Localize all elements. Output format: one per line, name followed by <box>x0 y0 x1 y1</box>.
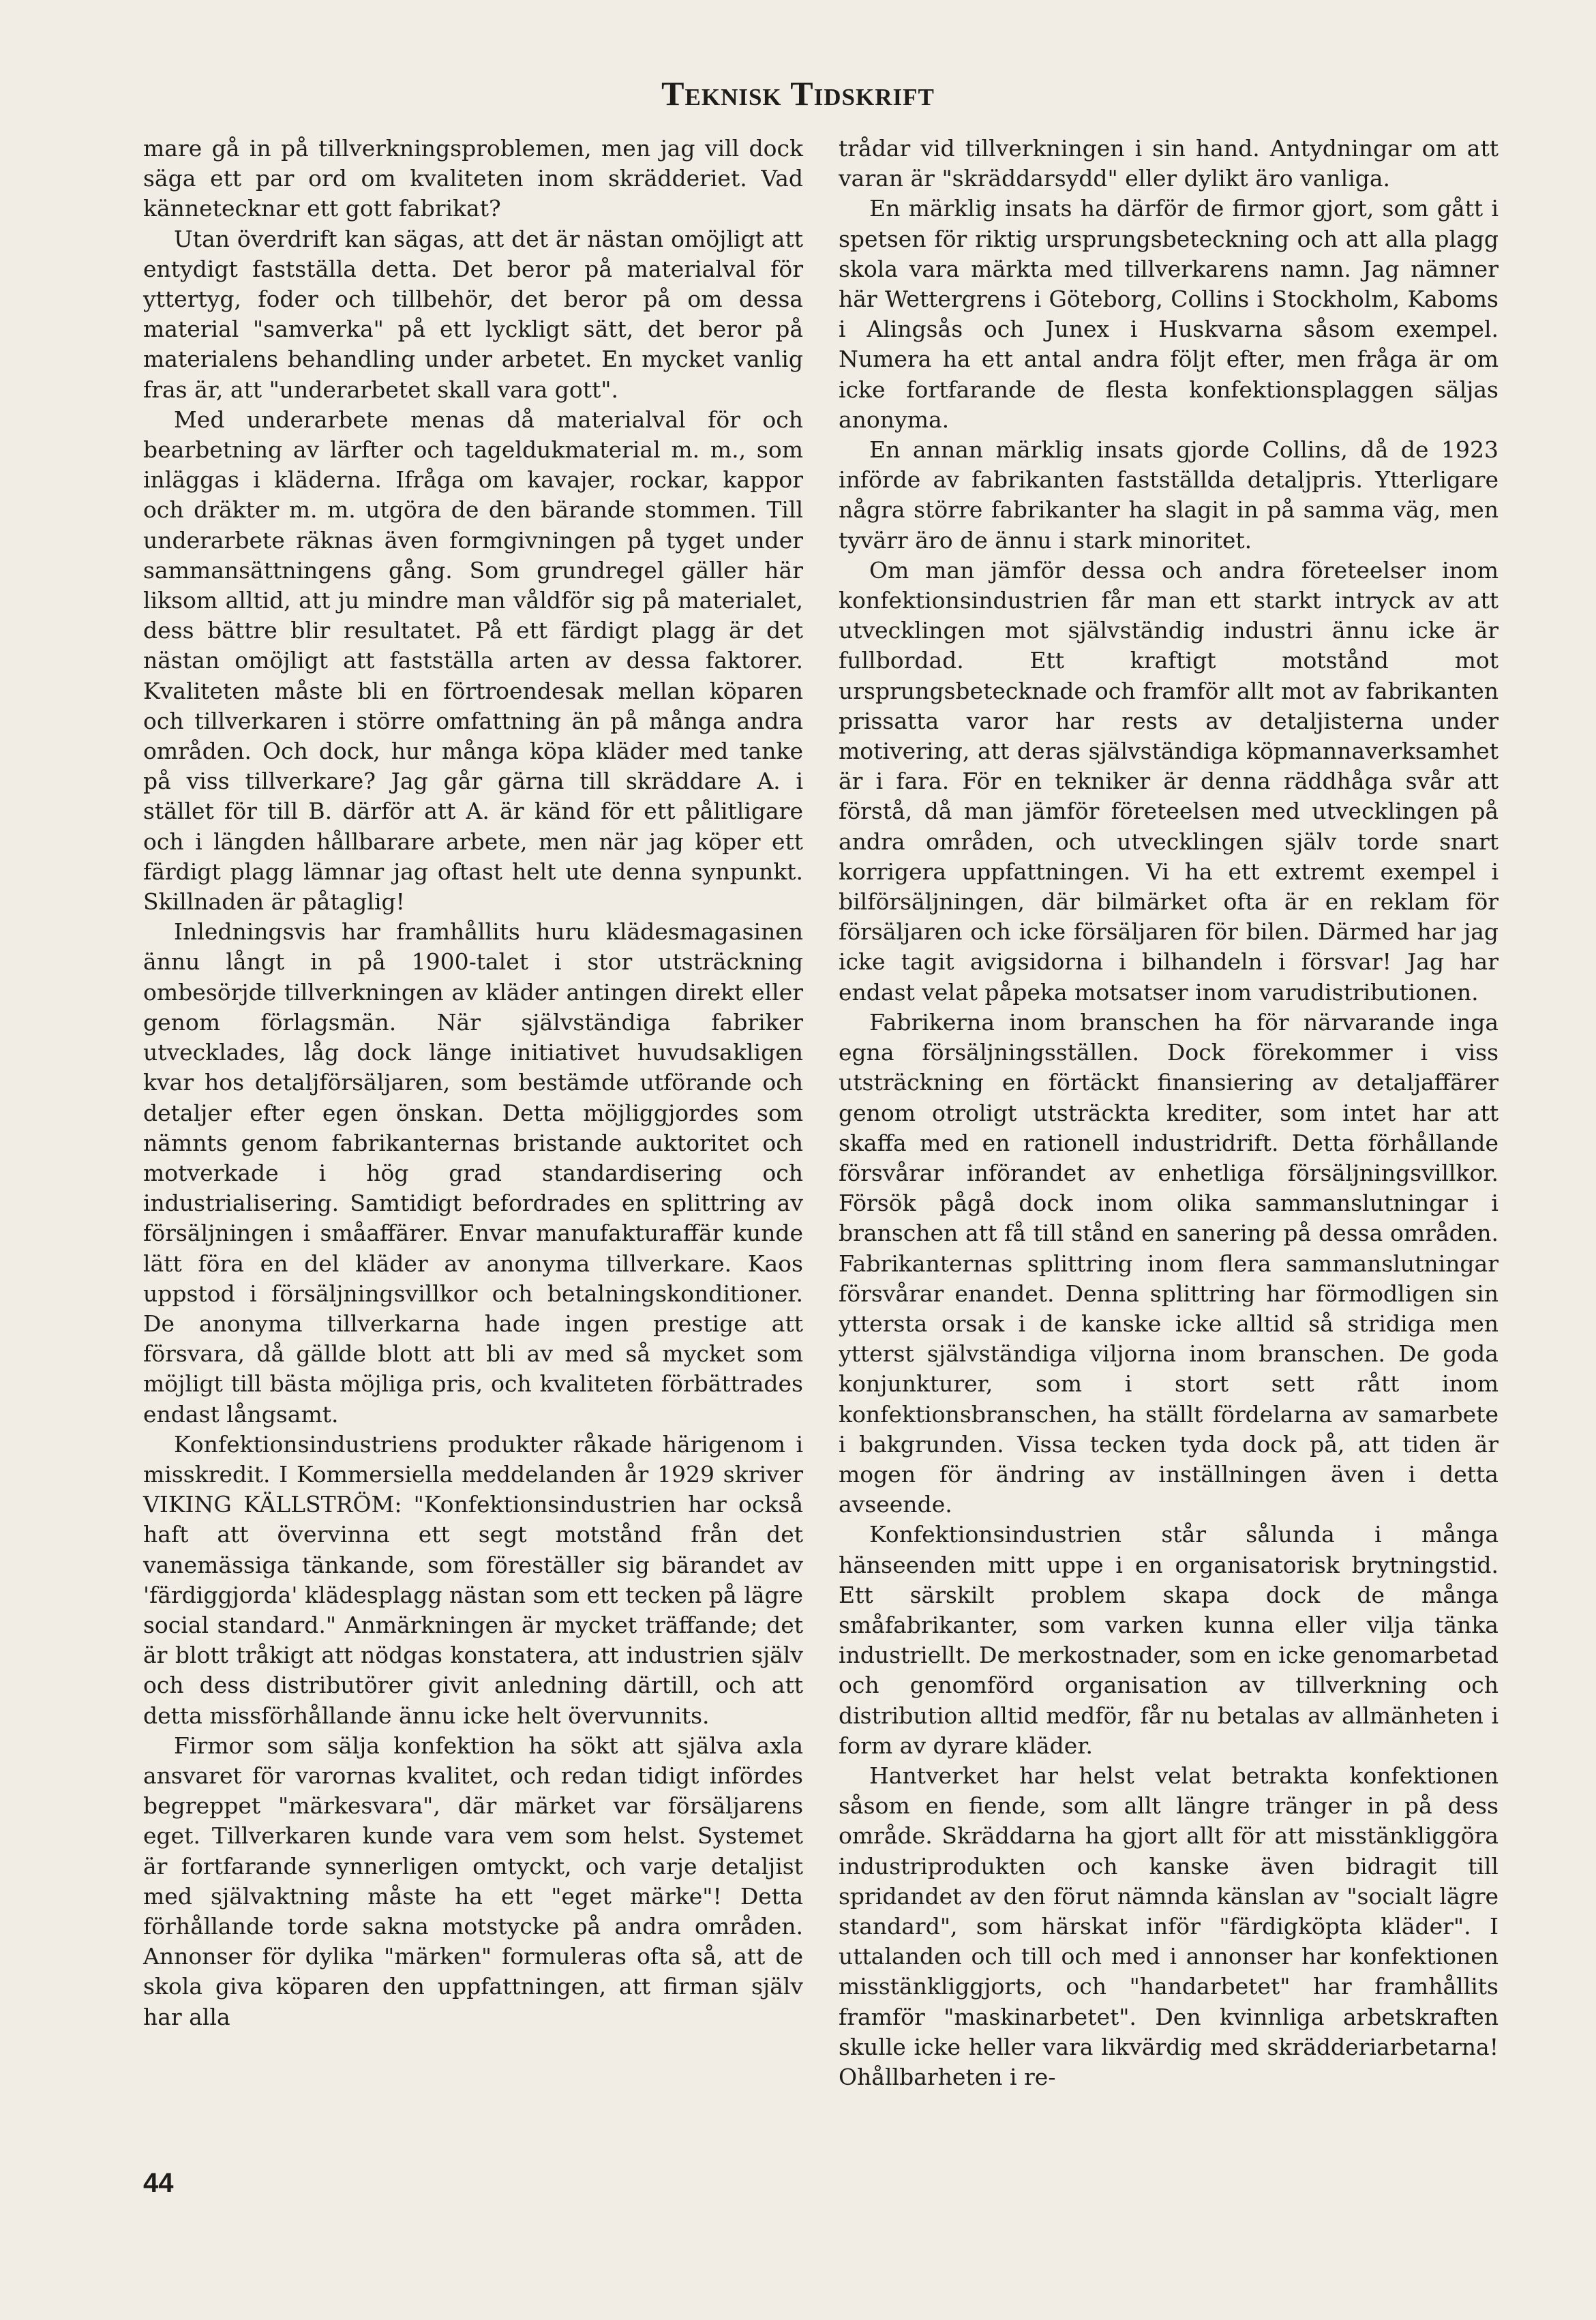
paragraph: Med underarbete menas då materialval för och bearbetning av lärfter och tageldukmaterial m. m., som inläggas i kläderna. Ifråga om kavajer, rockar, kappor och dräkter m. m. utgöra de den bärande stommen. Till underarbete räknas även formgivningen på tyget under sammansättningens gång. Som grundregel gäller här liksom alltid, att ju mindre man våldför sig på materialet, dess bättre blir resultatet. På ett färdigt plagg är det nästan omöjligt att fastställa arten av dessa faktorer. Kvaliteten måste bli en förtroendesak mellan köparen och tillverkaren i större omfattning än på många andra områden. Och dock, hur många köpa kläder med tanke på viss tillverkare? Jag går gärna till skräddare A. i stället för till B. därför att A. är känd för ett pålitligare och i längden hållbarare arbete, men när jag köper ett färdigt plagg lämnar jag oftast helt ute denna synpunkt. Skillnaden är påtaglig! <box>143 406 803 916</box>
page-number: 44 <box>143 2168 174 2198</box>
paragraph: Fabrikerna inom branschen ha för närvarande inga egna försäljningsställen. Dock förekommer i viss utsträckning en förtäckt finansiering av detaljaffärer genom otroligt utsträckta krediter, som intet har att skaffa med en rationell industridrift. Detta förhållande försvårar införandet av enhetliga försäljningsvillkor. Försök pågå dock inom olika sammanslutningar i branschen att få till stånd en sanering på dessa områden. Fabrikanternas splittring inom flera sammanslutningar försvårar enandet. Denna splittring har förmodligen sin yttersta orsak i de kanske icke alltid så stridiga men ytterst självständiga viljorna inom branschen. De goda konjunkturer, som i stort sett rått inom konfektionsbranschen, ha ställt fördelarna av samarbete i bakgrunden. Vissa tecken tyda dock på, att tiden är mogen för ändring av inställningen även i detta avseende. <box>839 1008 1499 1518</box>
paragraph: Om man jämför dessa och andra företeelser inom konfektionsindustrien får man ett starkt intryck av att utvecklingen mot självständig industri ännu icke är fullbordad. Ett kraftigt motstånd mot ursprungsbetecknade och framför allt mot av fabrikanten prissatta varor har rests av detaljisterna under motivering, att deras självständiga köpmannaverksamhet är i fara. För en tekniker är denna räddhåga svår att förstå, då man jämför företeelsen med utvecklingen på andra områden, och utvecklingen själv torde snart korrigera uppfattningen. Vi ha ett extremt exempel i bilförsäljningen, där bilmärket ofta är en reklam för försäljaren och icke försäljaren för bilen. Därmed har jag icke tagit avigsidorna i bilhandeln i försvar! Jag har endast velat påpeka motsatser inom varudistributionen. <box>839 556 1499 1006</box>
paragraph: En annan märklig insats gjorde Collins, då de 1923 införde av fabrikanten fastställda detaljpris. Ytterligare några större fabrikanter ha slagit in på samma väg, men tyvärr äro de ännu i stark minoritet. <box>839 436 1499 554</box>
journal-header: Teknisk Tidskrift <box>661 74 935 112</box>
paragraph: En märklig insats ha därför de firmor gjort, som gått i spetsen för riktig ursprungsbeteckning och att alla plagg skola vara märkta med tillverkarens namn. Jag nämner här Wettergrens i Göteborg, Collins i Stockholm, Kaboms i Alingsås och Junex i Huskvarna såsom exempel. Numera ha ett antal andra följt efter, men fråga är om icke fortfarande de flesta konfektionsplaggen säljas anonyma. <box>839 195 1499 433</box>
paragraph: Konfektionsindustrien står sålunda i många hänseenden mitt uppe i en organisatorisk brytningstid. Ett särskilt problem skapa dock de många småfabrikanter, som varken kunna eller vilja tänka industriellt. De merkostnader, som en icke genomarbetad och genomförd organisation av tillverkning och distribution alltid medför, får nu betalas av allmänheten i form av dyrare kläder. <box>839 1521 1499 1759</box>
paragraph: Konfektionsindustriens produkter råkade härigenom i misskredit. I Kommersiella meddelanden år 1929 skriver VIKING KÄLLSTRÖM: "Konfektionsindustrien har också haft att övervinna ett segt motstånd från det vanemässiga tänkande, som föreställer sig bärandet av 'färdiggjorda' klädesplagg nästan som ett tecken på lägre social standard." Anmärkningen är mycket träffande; det är blott tråkigt att nödgas konstatera, att industrien själv och dess distributörer givit anledning därtill, och att detta missförhållande ännu icke helt övervunnits. <box>143 1430 803 1729</box>
paragraph: mare gå in på tillverkningsproblemen, men jag vill dock säga ett par ord om kvaliteten inom skrädderiet. Vad kännetecknar ett gott fabrikat? <box>143 135 803 222</box>
paragraph: Inledningsvis har framhållits huru klädesmagasinen ännu långt in på 1900-talet i stor utsträckning ombesörjde tillverkningen av kläder antingen direkt eller genom förlagsmän. När självständiga fabriker utvecklades, låg dock länge initiativet huvudsakligen kvar hos detaljförsäljaren, som bestämde utförande och detaljer efter egen önskan. Detta möjliggjordes som nämnts genom fabrikanternas bristande auktoritet och motverkade i hög grad standardisering och industrialisering. Samtidigt befordrades en splittring av försäljningen i småaffärer. Envar manufakturaffär kunde lätt föra en del kläder av anonyma tillverkare. Kaos uppstod i försäljningsvillkor och betalningskonditioner. De anonyma tillverkarna hade ingen prestige att försvara, då gällde blott att bli av med så mycket som möjligt till bästa möjliga pris, och kvaliteten förbättrades endast långsamt. <box>143 918 803 1428</box>
paragraph: Hantverket har helst velat betrakta konfektionen såsom en fiende, som allt längre tränger in på dess område. Skräddarna ha gjort allt för att misstänkliggöra industriprodukten och kanske även bidragit till spridandet av den förut nämnda känslan av "socialt lägre standard", som härskat inför "färdigköpta kläder". I uttalanden och till och med i annonser har konfektionen misstänkliggjorts, och "handarbetet" har framhållits framför "maskinarbetet". Den kvinnliga arbetskraften skulle icke heller vara likvärdig med skrädderiarbetarna! Ohållbarheten i re- <box>839 1762 1499 2090</box>
right-column <box>839 134 1499 2092</box>
paragraph: Utan överdrift kan sägas, att det är nästan omöjligt att entydigt fastställa detta. Det beror på materialval för yttertyg, foder och tillbehör, det beror på om dessa material "samverka" på ett lyckligt sätt, det beror på materialens behandling under arbetet. En mycket vanlig fras är, att "underarbetet skall vara gott". <box>143 225 803 403</box>
paragraph: trådar vid tillverkningen i sin hand. Antydningar om att varan är "skräddarsydd" eller dylikt äro vanliga. <box>839 135 1499 192</box>
paragraph: Firmor som sälja konfektion ha sökt att själva axla ansvaret för varornas kvalitet, och redan tidigt infördes begreppet "märkesvara", där märket var försäljarens eget. Tillverkaren kunde vara vem som helst. Systemet är fortfarande synnerligen omtyckt, och varje detaljist med självaktning måste ha ett "eget märke"! Detta förhållande torde sakna motstycke på andra områden. Annonser för dylika "märken" formuleras ofta så, att de skola giva köparen den uppfattningen, att firman själv har alla <box>143 1732 803 2030</box>
left-column <box>143 134 803 2032</box>
